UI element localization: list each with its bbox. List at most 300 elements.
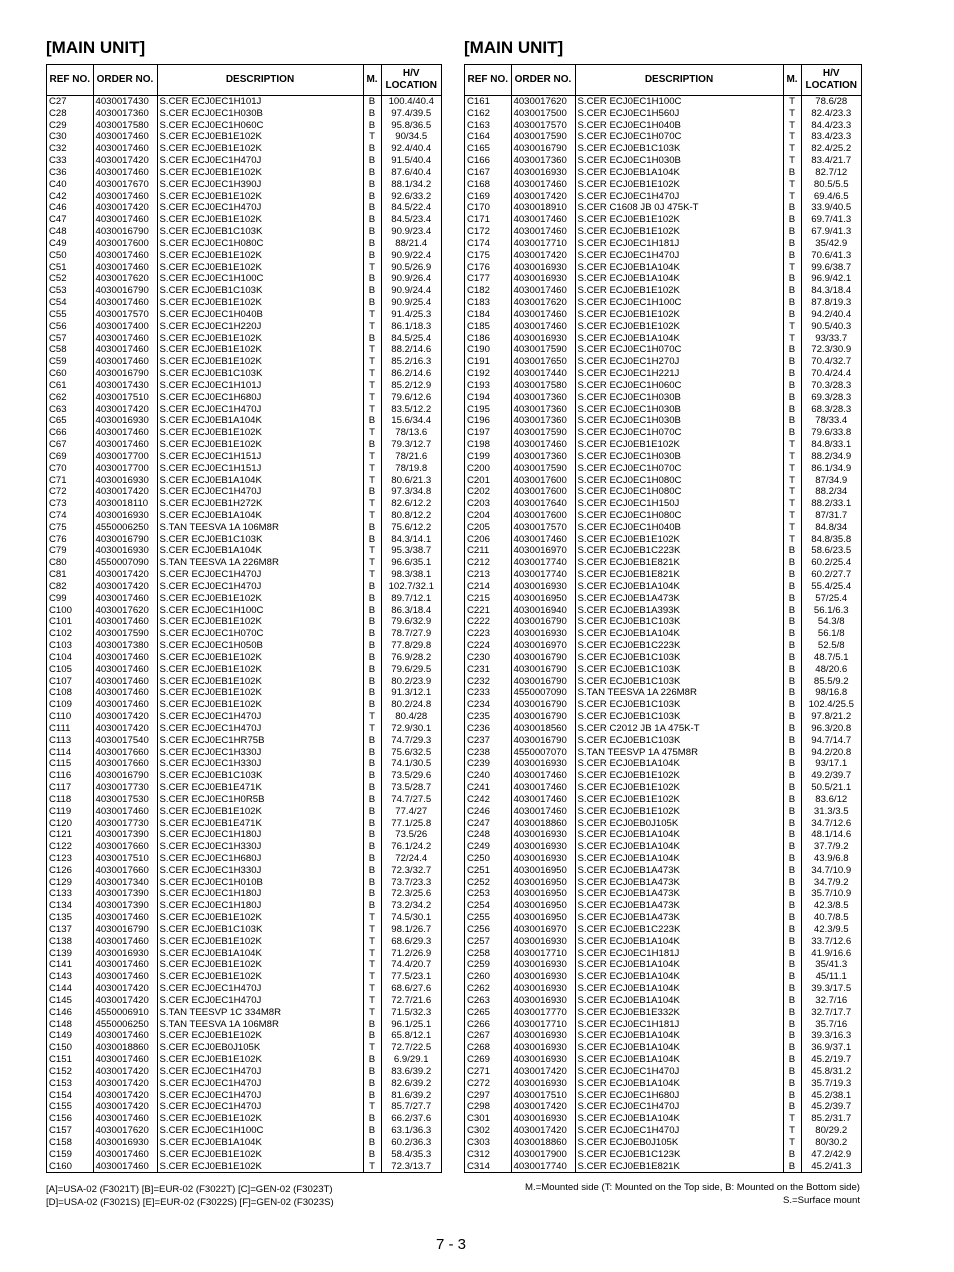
description-cell: S.CER ECJ0EC1H470J: [157, 995, 363, 1007]
mounted-side-cell: T: [363, 1007, 381, 1019]
location-cell: 70.4/32.7: [811, 356, 852, 368]
location-cell: 91.3/12.1: [391, 687, 432, 699]
description-cell: S.TAN TEESVA 1A 226M8R: [575, 687, 783, 699]
table-row: [465, 723, 861, 735]
table-row: [47, 250, 441, 262]
location-cell: 68.6/27.6: [391, 983, 432, 995]
description-cell: S.CER ECJ0EB1A473K: [575, 888, 783, 900]
mounted-side-cell: B: [363, 167, 381, 179]
description-cell: S.CER ECJ0EB1A473K: [575, 877, 783, 889]
mounted-side-cell: B: [363, 841, 381, 853]
mounted-side-cell: B: [783, 415, 801, 427]
location-cell: 87.6/40.4: [391, 166, 432, 178]
description-cell: S.CER ECJ0EB1C103K: [575, 652, 783, 664]
ref-no-cell: C81: [47, 569, 93, 581]
mounted-side-cell: B: [783, 368, 801, 380]
location-cell: 90.9/26.4: [391, 273, 432, 285]
table-row: [47, 841, 441, 853]
table-row: [465, 912, 861, 924]
location-cell: 84.8/35.8: [811, 533, 852, 545]
table-row: [465, 924, 861, 936]
mounted-side-cell: T: [363, 356, 381, 368]
description-cell: S.CER ECJ0EB1E102K: [157, 699, 363, 711]
description-cell: S.CER ECJ0EB1A104K: [575, 959, 783, 971]
ref-no-cell: C298: [465, 1101, 511, 1113]
ref-no-cell: C116: [47, 770, 93, 782]
location-cell: 83.6/12: [815, 793, 848, 805]
order-no-cell: 4030017460: [511, 285, 575, 297]
table-row: [47, 959, 441, 971]
order-no-cell: 4030017740: [511, 1161, 575, 1173]
description-cell: S.CER ECJ0EC1H030B: [157, 108, 363, 120]
mounted-side-cell: B: [783, 735, 801, 747]
table-row: [465, 392, 861, 404]
ref-no-cell: C272: [465, 1078, 511, 1090]
order-no-cell: 4030016930: [93, 948, 157, 960]
mounted-side-cell: B: [363, 250, 381, 262]
table-row: [47, 593, 441, 605]
ref-no-cell: C169: [465, 191, 511, 203]
location-cell: 88.2/34: [815, 486, 848, 498]
location-cell: 86.1/34.9: [811, 462, 852, 474]
location-cell: 80.8/12.2: [391, 509, 432, 521]
location-cell: 93/33.7: [815, 332, 848, 344]
mounted-side-cell: B: [363, 1030, 381, 1042]
ref-no-cell: C80: [47, 557, 93, 569]
location-cell: 31.3/3.5: [813, 805, 849, 817]
description-cell: S.CER ECJ0EC1H330J: [157, 747, 363, 759]
order-no-cell: 4030017650: [511, 356, 575, 368]
description-cell: S.CER ECJ0EB1E821K: [575, 1161, 783, 1173]
description-cell: S.CER ECJ0EC1H470J: [157, 202, 363, 214]
description-cell: S.CER ECJ0EC1H040B: [575, 522, 783, 534]
ref-no-cell: C262: [465, 983, 511, 995]
mounted-side-cell: B: [363, 1137, 381, 1149]
location-cell: 85.5/9.2: [813, 675, 849, 687]
table-row: [465, 628, 861, 640]
order-no-cell: 4030017390: [93, 829, 157, 841]
order-no-cell: 4030017460: [93, 652, 157, 664]
description-cell: S.CER ECJ0EB1E102K: [575, 439, 783, 451]
location-cell: 72.3/13.7: [391, 1160, 432, 1172]
description-cell: S.CER ECJ0EC1H470J: [575, 1125, 783, 1137]
order-no-cell: 4030016930: [511, 758, 575, 770]
order-no-cell: 4030017710: [511, 948, 575, 960]
order-no-cell: 4030017460: [93, 1149, 157, 1161]
order-no-cell: 4030016930: [511, 959, 575, 971]
table-row: [465, 1066, 861, 1078]
mounted-side-cell: T: [783, 1113, 801, 1125]
mounted-side-cell: B: [783, 676, 801, 688]
ref-no-cell: C223: [465, 628, 511, 640]
location-cell: 79.6/29.5: [391, 663, 432, 675]
mounted-side-cell: B: [783, 959, 801, 971]
description-cell: S.CER ECJ0EC1H060C: [157, 120, 363, 132]
order-no-cell: 4030017620: [93, 273, 157, 285]
order-no-cell: 4030017420: [93, 202, 157, 214]
order-no-cell: 4030016930: [511, 1054, 575, 1066]
mounted-side-cell: B: [363, 191, 381, 203]
mounted-side-cell: T: [363, 1161, 381, 1173]
location-cell: 86.1/18.3: [391, 320, 432, 332]
description-cell: S.CER ECJ0EC1H470J: [157, 1078, 363, 1090]
location-cell: 57/25.4: [815, 592, 848, 604]
mounted-side-cell: B: [363, 888, 381, 900]
description-cell: S.CER ECJ0EB1E332K: [575, 1007, 783, 1019]
mounted-side-cell: B: [783, 948, 801, 960]
location-cell: 79.6/12.6: [391, 391, 432, 403]
order-no-cell: 4550007090: [511, 687, 575, 699]
description-cell: S.CER ECJ0EB1C103K: [157, 368, 363, 380]
mounted-side-cell: B: [363, 155, 381, 167]
description-cell: S.CER ECJ0EB1E102K: [157, 687, 363, 699]
mounted-side-cell: B: [783, 640, 801, 652]
order-no-cell: 4030017460: [511, 321, 575, 333]
order-no-cell: 4030017460: [93, 167, 157, 179]
mounted-side-cell: T: [783, 475, 801, 487]
description-cell: S.CER ECJ0EB1E102K: [575, 806, 783, 818]
mounted-side-cell: B: [363, 297, 381, 309]
ref-no-cell: C70: [47, 463, 93, 475]
description-cell: S.CER ECJ0EB0J105K: [157, 1042, 363, 1054]
order-no-cell: 4030017460: [93, 959, 157, 971]
table-row: [465, 262, 861, 274]
description-cell: S.CER ECJ0EB1E102K: [575, 782, 783, 794]
order-no-cell: 4030017600: [93, 238, 157, 250]
ref-no-cell: C215: [465, 593, 511, 605]
order-no-cell: 4030017430: [93, 96, 157, 108]
ref-no-cell: C256: [465, 924, 511, 936]
version-legend: [46, 1184, 334, 1209]
location-cell: 97.4/39.5: [391, 107, 432, 119]
mounted-side-cell: B: [783, 1161, 801, 1173]
ref-no-cell: C103: [47, 640, 93, 652]
table-row: [47, 108, 441, 120]
ref-no-cell: C107: [47, 676, 93, 688]
description-cell: S.CER ECJ0EC1H010B: [157, 877, 363, 889]
mounted-side-cell: T: [783, 155, 801, 167]
mounted-side-cell: B: [783, 356, 801, 368]
mounted-side-cell: T: [783, 191, 801, 203]
table-row: [47, 936, 441, 948]
order-no-cell: 4030017420: [93, 983, 157, 995]
mounted-side-cell: B: [783, 853, 801, 865]
mounted-side-cell: T: [363, 498, 381, 510]
mounted-side-cell: B: [363, 865, 381, 877]
order-no-cell: 4030017640: [511, 498, 575, 510]
table-row: [47, 877, 441, 889]
ref-no-cell: C213: [465, 569, 511, 581]
mounted-side-cell: B: [363, 652, 381, 664]
order-no-cell: 4030017620: [511, 96, 575, 108]
ref-no-cell: C108: [47, 687, 93, 699]
order-no-cell: 4030016930: [511, 971, 575, 983]
mounted-side-cell: T: [363, 924, 381, 936]
table-row: [465, 167, 861, 179]
mounted-side-cell: T: [783, 1125, 801, 1137]
description-cell: S.CER ECJ0EB1A104K: [575, 841, 783, 853]
description-cell: S.CER ECJ0EB1E102K: [157, 806, 363, 818]
order-no-cell: 4030017390: [93, 900, 157, 912]
description-cell: S.CER ECJ0EB1E102K: [157, 297, 363, 309]
description-cell: S.CER ECJ0EB1A104K: [575, 995, 783, 1007]
description-cell: S.CER ECJ0EC1HR75B: [157, 735, 363, 747]
order-no-cell: 4030017400: [93, 321, 157, 333]
mounted-side-cell: B: [363, 782, 381, 794]
table-row: [47, 806, 441, 818]
order-no-cell: 4030017700: [93, 451, 157, 463]
location-cell: 97.3/34.8: [391, 486, 432, 498]
table-row: [465, 959, 861, 971]
ref-no-cell: C176: [465, 262, 511, 274]
ref-no-cell: C160: [47, 1161, 93, 1173]
mounted-side-cell: B: [783, 427, 801, 439]
description-cell: S.CER ECJ0EC1H151J: [157, 463, 363, 475]
ref-no-cell: C47: [47, 214, 93, 226]
description-cell: S.CER ECJ0EC1H680J: [157, 853, 363, 865]
location-cell: 45.2/39.7: [811, 1101, 852, 1113]
location-cell: 74.7/27.5: [391, 793, 432, 805]
description-cell: S.CER ECJ0EB1A104K: [575, 167, 783, 179]
ref-no-cell: C199: [465, 451, 511, 463]
location-cell: 45.2/41.3: [811, 1160, 852, 1172]
description-cell: S.CER ECJ0EB1E102K: [157, 1161, 363, 1173]
ref-no-cell: C59: [47, 356, 93, 368]
table-row: [47, 557, 441, 569]
ref-no-cell: C157: [47, 1125, 93, 1137]
ref-no-cell: C151: [47, 1054, 93, 1066]
description-cell: S.CER ECJ0EB1E102K: [575, 179, 783, 191]
mounted-side-cell: B: [783, 995, 801, 1007]
ref-no-cell: C237: [465, 735, 511, 747]
description-cell: S.CER ECJ0EB1E102K: [157, 356, 363, 368]
location-cell: 77.5/23.1: [391, 971, 432, 983]
table-row: [465, 143, 861, 155]
mounted-side-cell: T: [783, 1137, 801, 1149]
table-row: [465, 616, 861, 628]
ref-no-cell: C251: [465, 865, 511, 877]
order-no-cell: 4030017460: [93, 971, 157, 983]
location-cell: 78/33.4: [815, 415, 848, 427]
location-cell: 72.3/25.6: [391, 888, 432, 900]
description-cell: S.CER ECJ0EB1E102K: [157, 1054, 363, 1066]
table-row: [47, 486, 441, 498]
description-cell: S.CER ECJ0EB1A104K: [575, 936, 783, 948]
table-row: [47, 1019, 441, 1031]
ref-no-cell: C271: [465, 1066, 511, 1078]
mounted-side-cell: B: [783, 167, 801, 179]
location-cell: 90.9/24.4: [391, 285, 432, 297]
table-row: [47, 498, 441, 510]
order-no-cell: 4030017620: [511, 297, 575, 309]
order-no-cell: 4030017460: [93, 356, 157, 368]
ref-no-cell: C263: [465, 995, 511, 1007]
order-no-cell: 4030017340: [93, 877, 157, 889]
table-row: [47, 510, 441, 522]
table-row: [465, 1149, 861, 1161]
order-no-cell: 4030017460: [93, 664, 157, 676]
mounted-side-cell: B: [783, 214, 801, 226]
ref-no-cell: C82: [47, 581, 93, 593]
table-row: [465, 711, 861, 723]
description-cell: S.TAN TEESVA 1A 106M8R: [157, 522, 363, 534]
location-cell: 96.3/20.8: [811, 722, 852, 734]
mounted-side-cell: B: [363, 877, 381, 889]
mounted-side-cell: B: [783, 841, 801, 853]
order-no-cell: 4030017460: [93, 131, 157, 143]
description-cell: S.CER ECJ0EC1H181J: [575, 1019, 783, 1031]
description-cell: S.CER ECJ0EB1A473K: [575, 865, 783, 877]
location-cell: 94.2/20.8: [811, 746, 852, 758]
location-cell: 73.5/26: [395, 829, 428, 841]
table-row: [47, 664, 441, 676]
mounted-side-cell: B: [363, 179, 381, 191]
mounted-side-cell: T: [363, 463, 381, 475]
location-cell: 35/41.3: [815, 959, 848, 971]
location-cell: 92.4/40.4: [391, 143, 432, 155]
mounted-side-cell: T: [783, 120, 801, 132]
location-cell: 36.9/37.1: [811, 1042, 852, 1054]
order-no-cell: 4030018560: [511, 723, 575, 735]
mounted-side-cell: B: [363, 605, 381, 617]
order-no-cell: 4030017420: [93, 404, 157, 416]
table-row: [47, 463, 441, 475]
location-cell: 54.3/8: [817, 616, 845, 628]
order-no-cell: 4030016930: [511, 1030, 575, 1042]
table-row: [465, 108, 861, 120]
order-no-cell: 4030017460: [93, 593, 157, 605]
location-cell: 15.6/34.4: [391, 415, 432, 427]
order-no-cell: 4030018860: [511, 818, 575, 830]
table-row: [47, 1113, 441, 1125]
location-cell: 48.7/5.1: [813, 651, 849, 663]
table-row: [465, 1161, 861, 1173]
mounted-side-cell: B: [783, 723, 801, 735]
order-no-cell: 4030016790: [511, 664, 575, 676]
mounted-side-cell: T: [363, 959, 381, 971]
ref-no-cell: C134: [47, 900, 93, 912]
table-row: [465, 948, 861, 960]
ref-no-cell: C201: [465, 475, 511, 487]
ref-no-cell: C66: [47, 427, 93, 439]
table-row: [465, 1137, 861, 1149]
table-row: [465, 865, 861, 877]
location-cell: 78/19.8: [395, 462, 428, 474]
description-cell: S.TAN TEESVP 1C 334M8R: [157, 1007, 363, 1019]
location-cell: 77.1/25.8: [391, 817, 432, 829]
table-row: [465, 191, 861, 203]
location-cell: 42.3/9.5: [813, 923, 849, 935]
table-row: [47, 747, 441, 759]
ref-no-cell: C137: [47, 924, 93, 936]
description-cell: S.CER C2012 JB 1A 475K-T: [575, 723, 783, 735]
location-cell: 83.6/39.2: [391, 1065, 432, 1077]
location-cell: 84.4/23.3: [811, 119, 852, 131]
table-row: [465, 534, 861, 546]
mounted-side-cell: B: [363, 628, 381, 640]
order-no-cell: 4030017420: [93, 569, 157, 581]
order-no-cell: 4030017730: [93, 782, 157, 794]
table-row: [465, 522, 861, 534]
ref-no-cell: C65: [47, 415, 93, 427]
ref-no-cell: C198: [465, 439, 511, 451]
description-cell: S.CER ECJ0EC1H470J: [157, 404, 363, 416]
table-row: [47, 794, 441, 806]
table-row: [47, 333, 441, 345]
table-row: [47, 1125, 441, 1137]
order-no-cell: 4030017530: [93, 794, 157, 806]
parts-table-right-body: [465, 96, 861, 1173]
ref-no-cell: C269: [465, 1054, 511, 1066]
description-cell: S.CER ECJ0EB1A104K: [575, 273, 783, 285]
location-cell: 56.1/8: [817, 628, 845, 640]
mounted-side-cell: B: [783, 545, 801, 557]
order-no-cell: 4030016790: [511, 699, 575, 711]
ref-no-cell: C36: [47, 167, 93, 179]
mounted-side-cell: B: [363, 214, 381, 226]
description-cell: S.CER ECJ0EC1H050B: [157, 640, 363, 652]
location-cell: 80.5/5.5: [813, 178, 849, 190]
description-cell: S.CER ECJ0EB1A104K: [157, 948, 363, 960]
order-no-cell: 4030017420: [511, 250, 575, 262]
description-cell: S.CER ECJ0EB1E102K: [157, 593, 363, 605]
table-row: [465, 96, 861, 108]
description-cell: S.CER ECJ0EB1A104K: [575, 983, 783, 995]
description-cell: S.CER ECJ0EB1E102K: [575, 214, 783, 226]
location-cell: 80.4/28: [395, 711, 428, 723]
mounted-side-cell: B: [783, 900, 801, 912]
location-cell: 6.9/29.1: [393, 1054, 429, 1066]
description-cell: S.CER ECJ0EC1H470J: [575, 191, 783, 203]
mounted-side-cell: B: [783, 380, 801, 392]
order-no-cell: 4030016790: [93, 770, 157, 782]
table-row: [47, 829, 441, 841]
ref-no-cell: C206: [465, 534, 511, 546]
ref-no-cell: C259: [465, 959, 511, 971]
location-cell: 85.2/31.7: [811, 1113, 852, 1125]
table-row: [47, 404, 441, 416]
section-title-left: [MAIN UNIT]: [46, 38, 146, 57]
mounted-side-cell: T: [363, 557, 381, 569]
order-no-cell: 4030016930: [511, 262, 575, 274]
location-cell: 34.7/9.2: [813, 876, 849, 888]
location-cell: 98/16.8: [815, 687, 848, 699]
location-cell: 87.8/19.3: [811, 297, 852, 309]
order-no-cell: 4030017460: [93, 936, 157, 948]
table-row: [47, 191, 441, 203]
table-row: [47, 888, 441, 900]
location-cell: 93/17.1: [815, 758, 848, 770]
table-row: [465, 510, 861, 522]
ref-no-cell: C175: [465, 250, 511, 262]
mounted-side-cell: B: [783, 297, 801, 309]
ref-no-cell: C257: [465, 936, 511, 948]
ref-no-cell: C100: [47, 605, 93, 617]
ref-no-cell: C144: [47, 983, 93, 995]
description-cell: S.CER ECJ0EB1E102K: [157, 262, 363, 274]
order-no-cell: 4030017660: [93, 841, 157, 853]
description-cell: S.CER ECJ0EB1E102K: [157, 191, 363, 203]
mounted-side-cell: T: [783, 143, 801, 155]
description-cell: S.CER ECJ0EC1H470J: [157, 723, 363, 735]
order-no-cell: 4030017420: [93, 711, 157, 723]
ref-no-cell: C133: [47, 888, 93, 900]
table-row: [465, 238, 861, 250]
location-cell: 79.3/12.7: [391, 439, 432, 451]
table-row: [465, 747, 861, 759]
order-no-cell: 4030017740: [511, 569, 575, 581]
mounted-side-cell: B: [363, 758, 381, 770]
